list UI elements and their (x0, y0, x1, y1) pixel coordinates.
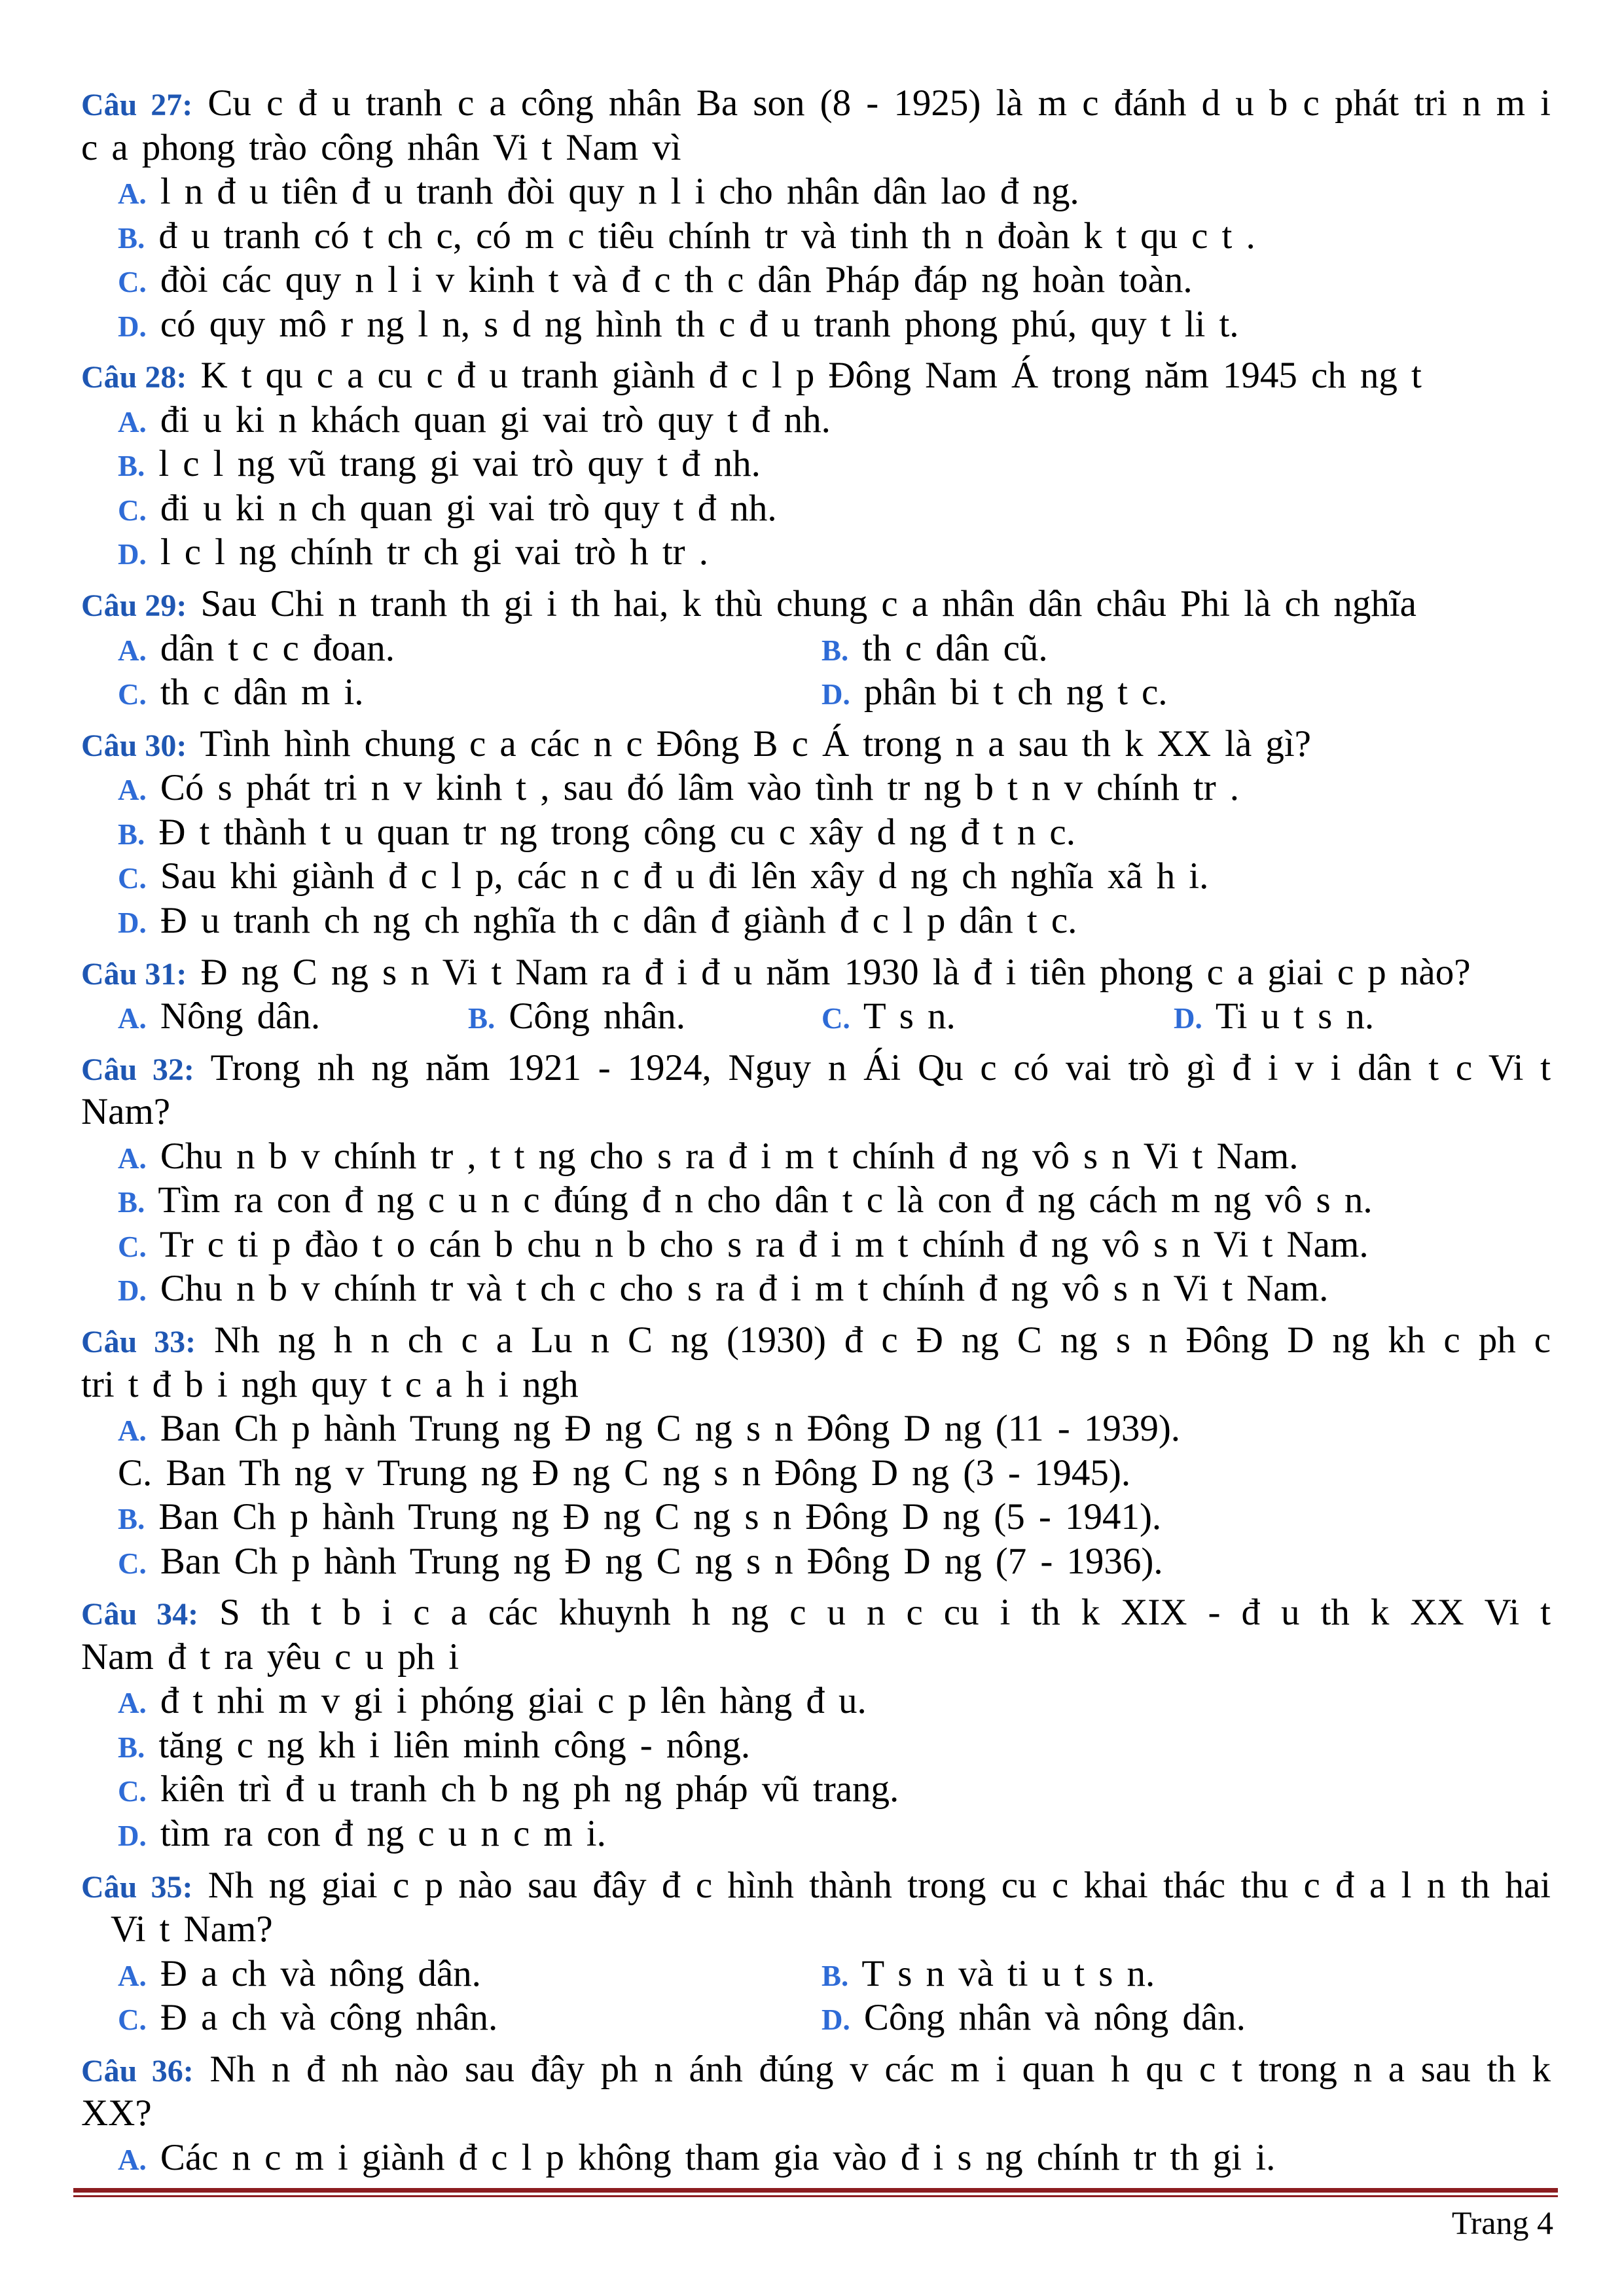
question-text: Sau Chi n tranh th gi i th hai, k thù chung c a nhân dân châu Phi là ch nghĩa (200, 583, 1416, 624)
option-d (821, 670, 1168, 717)
question-label: Câu 32: (81, 1052, 194, 1087)
option-text: Chu n b v chính tr và t ch c cho s ra đ i m t chính đ ng vô s n Vi t Nam. (160, 1268, 1329, 1310)
option-text: Đ u tranh ch ng ch nghĩa th c dân đ giành đ c l p dân t c. (160, 899, 1077, 941)
option-letter: A. (118, 774, 147, 807)
option-letter: B. (118, 817, 145, 851)
question-35 (81, 1863, 1551, 2040)
question-32 (81, 1046, 1551, 1311)
option-letter: D. (118, 538, 147, 571)
option-letter: B. (118, 1186, 145, 1219)
option-text: Ban Ch p hành Trung ng Đ ng C ng s n Đông D ng (7 - 1936). (160, 1540, 1163, 1582)
exam-page-content (81, 81, 1551, 2179)
footer-rule (73, 2188, 1558, 2193)
option-text: l c l ng chính tr ch gi vai trò h tr . (160, 531, 709, 573)
option-c (81, 1539, 1551, 1584)
option-b (81, 1495, 1551, 1539)
question-31 (81, 950, 1551, 1039)
option-letter: C. (821, 1002, 850, 1035)
option-text: T s n và ti u t s n. (861, 1952, 1155, 1994)
option-letter: C. (118, 1230, 147, 1263)
question-stem-line (81, 1907, 1551, 1952)
option-row (81, 1996, 1551, 2040)
question-stem-line (81, 353, 1551, 398)
option-letter: C. (118, 862, 147, 895)
option-text: đ t nhi m v gi i phóng giai c p lên hàng đ u. (160, 1680, 867, 1722)
question-label: Câu 28: (81, 360, 187, 395)
question-27 (81, 81, 1551, 346)
question-stem-line (81, 1635, 1551, 1679)
option-text: Ban Ch p hành Trung ng Đ ng C ng s n Đông D ng (11 - 1939). (160, 1408, 1181, 1449)
question-34 (81, 1590, 1551, 1856)
option-a (81, 1407, 1551, 1451)
option-letter: C. (118, 266, 147, 298)
option-letter: B. (118, 1503, 145, 1535)
option-text: Ban Ch p hành Trung ng Đ ng C ng s n Đông D ng (5 - 1941). (158, 1496, 1162, 1537)
question-text: Vi t Nam? (111, 1909, 273, 1950)
option-plain-text (81, 1451, 1551, 1496)
option-letter: B. (821, 1959, 849, 1992)
option-text: T s n. (863, 996, 956, 1037)
option-d (821, 1996, 1246, 2043)
question-28 (81, 353, 1551, 575)
question-text: Nh ng h n ch c a Lu n C ng (1930) đ c Đ ng C ng s n Đông D ng kh c ph c (214, 1319, 1551, 1361)
option-text: th c dân m i. (160, 672, 364, 713)
option-letter: C. (118, 678, 147, 711)
option-text: l c l ng vũ trang gi vai trò quy t đ nh. (158, 443, 761, 485)
option-d (81, 1812, 1551, 1856)
option-text: đ u tranh có t ch c, có m c tiêu chính tr và tinh th n đoàn k t qu c t . (158, 215, 1255, 257)
option-c (81, 486, 1551, 531)
question-label: Câu 27: (81, 88, 193, 122)
option-text: C. Ban Th ng v Trung ng Đ ng C ng s n Đông D ng (3 - 1945). (118, 1452, 1131, 1494)
option-d (1174, 994, 1374, 1041)
option-text: Sau khi giành đ c l p, các n c đ u đi lên xây d ng ch nghĩa xã h i. (160, 855, 1209, 897)
option-row (81, 1952, 1551, 1996)
option-text: Công nhân. (509, 996, 686, 1037)
option-letter: A. (118, 1687, 147, 1720)
question-label: Câu 35: (81, 1869, 193, 1905)
option-d (81, 899, 1551, 943)
question-30 (81, 722, 1551, 943)
question-text: K t qu c a cu c đ u tranh giành đ c l p Đông Nam Á trong năm 1945 ch ng t (200, 355, 1422, 397)
option-row (81, 994, 1551, 1039)
option-row (81, 670, 1551, 715)
question-stem-line (81, 1046, 1551, 1090)
option-b (468, 994, 685, 1041)
option-a (118, 1952, 481, 1999)
option-d (81, 302, 1551, 347)
option-letter: D. (821, 2003, 850, 2036)
option-a (81, 398, 1551, 442)
option-letter: A. (118, 405, 147, 439)
option-a (81, 2136, 1551, 2180)
question-text: S th t b i c a các khuynh h ng c u n c cu i th k XIX - đ u th k XX Vi t (219, 1592, 1551, 1634)
option-c (81, 258, 1551, 302)
option-letter: A. (118, 1959, 147, 1992)
question-stem-line (81, 950, 1551, 995)
option-b (81, 1178, 1551, 1223)
option-letter: D. (118, 906, 147, 939)
question-label: Câu 33: (81, 1325, 196, 1359)
option-c (821, 994, 956, 1041)
question-29 (81, 582, 1551, 715)
question-label: Câu 30: (81, 728, 187, 763)
option-letter: A. (118, 2143, 147, 2176)
option-text: phân bi t ch ng t c. (863, 672, 1168, 713)
option-a (118, 626, 395, 673)
question-text: tri t đ b i ngh quy t c a h i ngh (81, 1363, 579, 1405)
option-text: có quy mô r ng l n, s d ng hình th c đ u tranh phong phú, quy t li t. (160, 303, 1239, 345)
option-text: th c dân cũ. (862, 627, 1048, 669)
option-b (81, 1723, 1551, 1768)
question-stem-line (81, 81, 1551, 126)
question-text: c a phong trào công nhân Vi t Nam vì (81, 126, 681, 168)
option-text: tăng c ng kh i liên minh công - nông. (158, 1724, 751, 1766)
option-letter: C. (118, 493, 147, 527)
option-letter: C. (118, 1775, 147, 1808)
option-text: Ti u t s n. (1215, 996, 1375, 1037)
option-text: Đ a ch và công nhân. (160, 1997, 498, 2038)
option-d (81, 530, 1551, 575)
option-letter: A. (118, 1414, 147, 1447)
option-letter: A. (118, 634, 147, 667)
option-letter: D. (821, 678, 850, 711)
question-text: Nam đ t ra yêu c u ph i (81, 1636, 460, 1677)
option-c (118, 1996, 497, 2043)
option-text: Chu n b v chính tr , t t ng cho s ra đ i m t chính đ ng vô s n Vi t Nam. (160, 1135, 1299, 1177)
option-letter: D. (118, 1819, 147, 1852)
option-text: dân t c c đoan. (160, 627, 395, 669)
footer-rule-thin (73, 2195, 1558, 2197)
question-text: Nam? (81, 1091, 171, 1133)
option-letter: D. (118, 1274, 147, 1308)
question-text: Trong nh ng năm 1921 - 1924, Nguy n Ái Qu c có vai trò gì đ i v i dân t c Vi t (210, 1047, 1551, 1088)
option-a (81, 1679, 1551, 1723)
option-b (81, 442, 1551, 486)
option-b (821, 1952, 1155, 1999)
option-d (81, 1266, 1551, 1311)
option-letter: C. (118, 1547, 147, 1580)
option-letter: A. (118, 1002, 147, 1035)
option-text: Tr c ti p đào t o cán b chu n b cho s ra đ i m t chính đ ng vô s n Vi t Nam. (159, 1223, 1369, 1265)
option-text: Đ a ch và nông dân. (160, 1952, 481, 1994)
option-letter: B. (118, 221, 145, 255)
question-label: Câu 36: (81, 2053, 194, 2089)
question-stem-line (81, 126, 1551, 170)
option-text: tìm ra con đ ng c u n c m i. (160, 1812, 606, 1854)
option-text: Công nhân và nông dân. (863, 1997, 1246, 2038)
option-letter: C. (118, 2003, 147, 2036)
question-label: Câu 34: (81, 1597, 199, 1632)
option-text: đi u ki n khách quan gi vai trò quy t đ nh. (160, 399, 831, 440)
question-text: XX? (81, 2092, 152, 2134)
question-label: Câu 29: (81, 588, 187, 623)
question-text: Tình hình chung c a các n c Đông B c Á trong n a sau th k XX là gì? (200, 723, 1311, 764)
option-c (81, 1223, 1551, 1267)
question-stem-line (81, 722, 1551, 766)
question-text: Nh n đ nh nào sau đây ph n ánh đúng v các m i quan h qu c t trong n a sau th k (209, 2048, 1551, 2090)
option-letter: B. (468, 1002, 496, 1035)
option-text: Tìm ra con đ ng c u n c đúng đ n cho dân t c là con đ ng cách m ng vô s n. (158, 1179, 1373, 1221)
option-letter: D. (1174, 1002, 1202, 1035)
option-text: Nông dân. (160, 996, 321, 1037)
option-b (821, 626, 1048, 673)
option-c (81, 1767, 1551, 1812)
option-c (118, 670, 364, 717)
question-stem-line (81, 582, 1551, 626)
option-b (81, 810, 1551, 855)
question-36 (81, 2047, 1551, 2180)
question-text: Nh ng giai c p nào sau đây đ c hình thành trong cu c khai thác thu c đ a l n th hai (208, 1864, 1551, 1906)
option-letter: B. (118, 1731, 145, 1764)
question-stem-line (81, 1863, 1551, 1908)
option-row (81, 626, 1551, 671)
question-stem-line (81, 2047, 1551, 2092)
question-stem-line (81, 2091, 1551, 2136)
option-a (81, 1134, 1551, 1179)
question-label: Câu 31: (81, 956, 187, 992)
page-number: Trang 4 (1451, 2204, 1553, 2241)
option-letter: A. (118, 177, 147, 210)
option-a (118, 994, 320, 1041)
option-letter: B. (821, 634, 849, 667)
option-c (81, 854, 1551, 899)
option-letter: B. (118, 450, 145, 483)
option-text: đòi các quy n l i v kinh t và đ c th c dân Pháp đáp ng hoàn toàn. (160, 259, 1193, 300)
option-text: Các n c m i giành đ c l p không tham gia vào đ i s ng chính tr th gi i. (160, 2136, 1276, 2178)
question-text: Đ ng C ng s n Vi t Nam ra đ i đ u năm 1930 là đ i tiên phong c a giai c p nào? (200, 951, 1471, 993)
question-stem-line (81, 1363, 1551, 1407)
option-b (81, 214, 1551, 259)
option-text: l n đ u tiên đ u tranh đòi quy n l i cho nhân dân lao đ ng. (160, 171, 1079, 212)
question-33 (81, 1318, 1551, 1583)
question-stem-line (81, 1590, 1551, 1635)
option-text: đi u ki n ch quan gi vai trò quy t đ nh. (160, 487, 777, 529)
option-a (81, 170, 1551, 214)
option-letter: A. (118, 1141, 147, 1175)
option-text: Có s phát tri n v kinh t , sau đó lâm vào tình tr ng b t n v chính tr . (160, 767, 1240, 809)
option-text: kiên trì đ u tranh ch b ng ph ng pháp vũ trang. (160, 1768, 899, 1810)
option-text: Đ t thành t u quan tr ng trong công cu c xây d ng đ t n c. (158, 811, 1075, 853)
option-a (81, 766, 1551, 810)
option-letter: D. (118, 310, 147, 343)
question-stem-line (81, 1090, 1551, 1134)
question-text: Cu c đ u tranh c a công nhân Ba son (8 - 1925) là m c đánh d u b c phát tri n m i (208, 82, 1551, 124)
question-stem-line (81, 1318, 1551, 1363)
